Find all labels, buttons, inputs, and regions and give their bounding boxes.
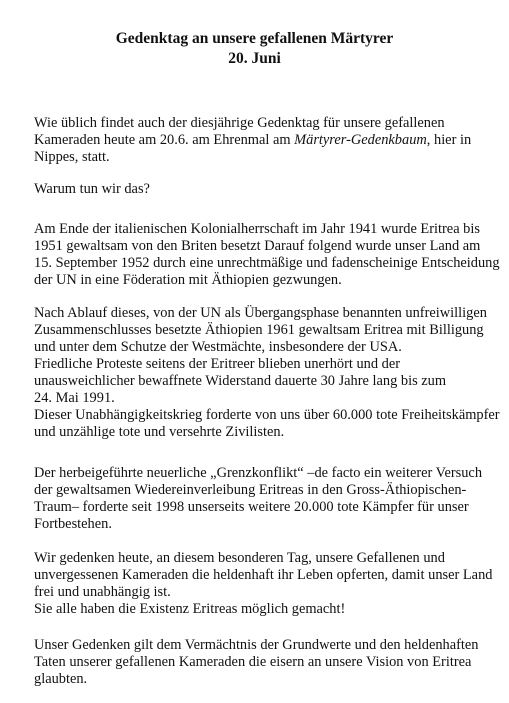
text-line: Unser Gedenken gilt dem Vermächtnis der Grundwerte und den heldenhaften bbox=[34, 637, 479, 653]
paragraph-remembrance bbox=[34, 550, 506, 618]
paragraph-colonial-history bbox=[34, 221, 506, 289]
document-title: Gedenktag an unsere gefallenen Märtyrer bbox=[115, 30, 394, 47]
text-line: Nach Ablauf dieses, von der UN als Übergangsphase benannten unfreiwilligen bbox=[34, 305, 487, 321]
text-line: Fortbestehen. bbox=[34, 516, 112, 532]
text-line: der gewaltsamen Wiedereinverleibung Eritreas in den Gross-Äthiopischen- bbox=[34, 482, 467, 498]
text-line: Zusammenschlusses besetzte Äthiopien 1961 gewaltsam Eritrea mit Billigung bbox=[34, 322, 484, 338]
text-line: Nippes, statt. bbox=[34, 149, 110, 165]
text-fragment: , hier in bbox=[426, 132, 472, 148]
text-line: und unter dem Schutze der Westmächte, insbesondere der USA. bbox=[34, 339, 402, 355]
text-line: frei und unabhängig ist. bbox=[34, 584, 171, 600]
text-line: Sie alle haben die Existenz Eritreas möglich gemacht! bbox=[34, 601, 346, 617]
text-line: Traum– forderte seit 1998 unserseits weitere 20.000 tote Kämpfer für unser bbox=[34, 499, 469, 515]
text-line: Friedliche Proteste seitens der Eritreer blieben unerhört und der bbox=[34, 356, 401, 372]
paragraph-intro bbox=[34, 115, 506, 166]
text-line: Wie üblich findet auch der diesjährige Gedenktag für unsere gefallenen bbox=[34, 115, 445, 131]
text-line: der UN in eine Föderation mit Äthiopien gezwungen. bbox=[34, 272, 342, 288]
text-line: 15. September 1952 durch eine unrechtmäßige und fadenscheinige Entscheidung bbox=[34, 255, 500, 271]
text-line: glaubten. bbox=[34, 671, 88, 687]
text-line: Wir gedenken heute, an diesem besonderen Tag, unsere Gefallenen und bbox=[34, 550, 445, 566]
memorial-name: Märtyrer-Gedenkbaum bbox=[294, 132, 427, 148]
text-line: Dieser Unabhängigkeitskrieg forderte von uns über 60.000 tote Freiheitskämpfer bbox=[34, 407, 500, 423]
text-line: 24. Mai 1991. bbox=[34, 390, 115, 406]
paragraph-occupation bbox=[34, 305, 506, 441]
text-line bbox=[34, 132, 506, 149]
text-line: und unzählige tote und versehrte Zivilisten. bbox=[34, 424, 285, 440]
text-line: 1951 gewaltsam von den Briten besetzt Darauf folgend wurde unser Land am bbox=[34, 238, 481, 254]
text-line: Der herbeigeführte neuerliche „Grenzkonflikt“ –de facto ein weiterer Versuch bbox=[34, 465, 483, 481]
paragraph-border-conflict bbox=[34, 465, 506, 533]
text-line: Taten unserer gefallenen Kameraden die eisern an unsere Vision von Eritrea bbox=[34, 654, 472, 670]
paragraph-legacy bbox=[34, 637, 506, 688]
paragraph-question bbox=[34, 181, 506, 198]
text-line: Am Ende der italienischen Kolonialherrschaft im Jahr 1941 wurde Eritrea bis bbox=[34, 221, 480, 237]
text-line: unausweichlicher bewaffnete Widerstand dauerte 30 Jahre lang bis zum bbox=[34, 373, 447, 389]
text-line: Warum tun wir das? bbox=[34, 181, 150, 197]
document-date-heading: 20. Juni bbox=[228, 50, 281, 67]
text-fragment: Kameraden heute am 20.6. am Ehrenmal am bbox=[34, 132, 295, 148]
text-line: unvergessenen Kameraden die heldenhaft ihr Leben opferten, damit unser Land bbox=[34, 567, 493, 583]
